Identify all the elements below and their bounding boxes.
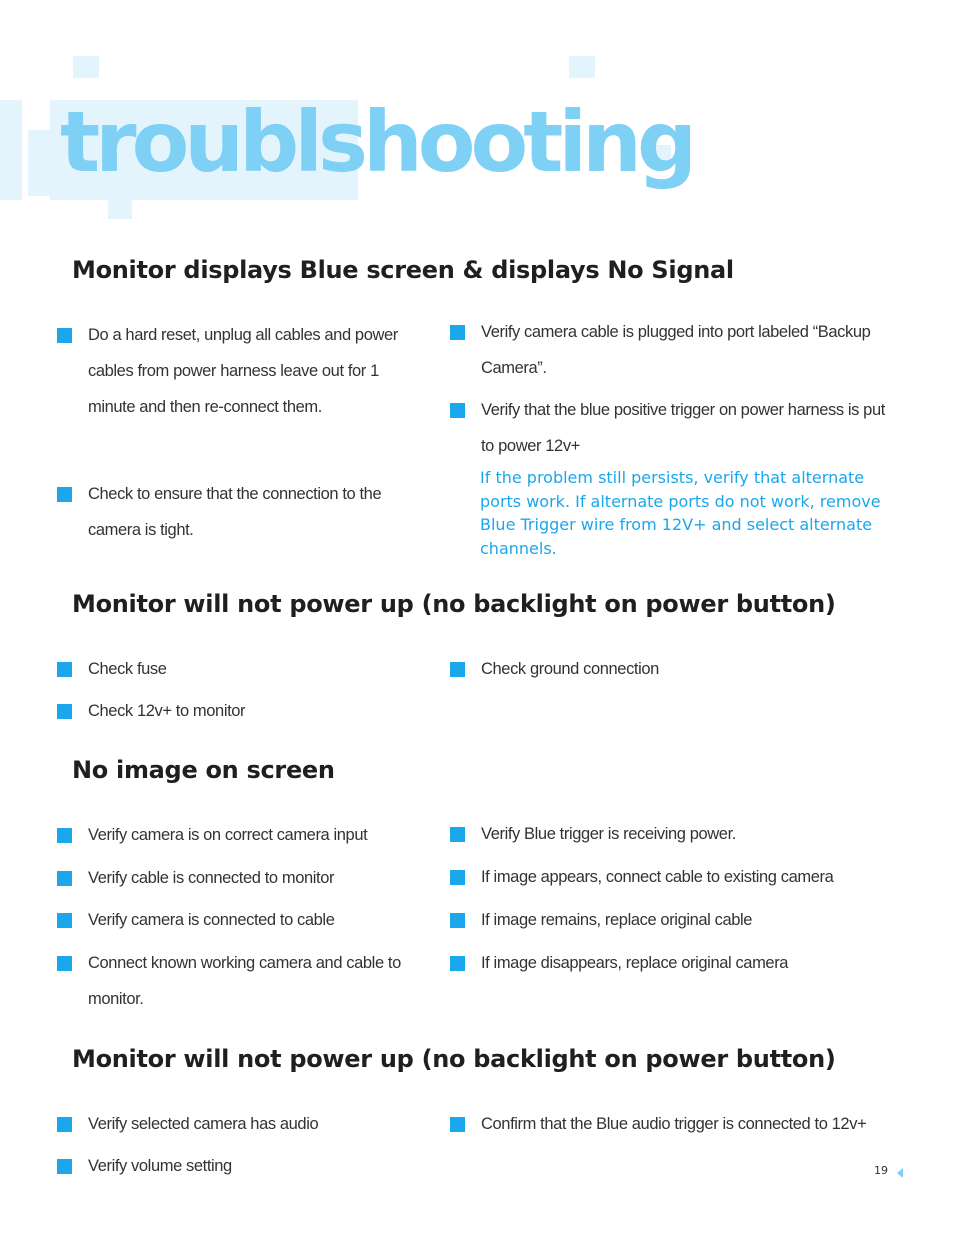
list-item: Confirm that the Blue audio trigger is connected to 12v+: [481, 1106, 911, 1142]
square-bullet-icon: [57, 1159, 72, 1174]
list-item: Check ground connection: [481, 651, 891, 687]
triangle-left-icon: [897, 1168, 903, 1178]
square-bullet-icon: [57, 1117, 72, 1132]
square-bullet-icon: [57, 828, 72, 843]
square-bullet-icon: [57, 704, 72, 719]
section-heading-no-signal: Monitor displays Blue screen & displays No Signal: [72, 256, 734, 284]
title-decor-block-low: [108, 195, 132, 219]
square-bullet-icon: [57, 956, 72, 971]
list-item: Verify camera is connected to cable: [88, 902, 428, 938]
list-item: Connect known working camera and cable to monitor.: [88, 945, 428, 1017]
list-item: Verify volume setting: [88, 1148, 428, 1184]
square-bullet-icon: [450, 403, 465, 418]
list-item: If image disappears, replace original camera: [481, 945, 901, 981]
section-heading-no-power: Monitor will not power up (no backlight on power button): [72, 590, 836, 618]
square-bullet-icon: [57, 871, 72, 886]
page-title: troublshooting: [60, 93, 693, 191]
square-bullet-icon: [57, 487, 72, 502]
square-bullet-icon: [450, 1117, 465, 1132]
list-item: Do a hard reset, unplug all cables and power cables from power harness leave out for 1 minute and then re-connect them.: [88, 317, 428, 425]
square-bullet-icon: [450, 662, 465, 677]
square-bullet-icon: [450, 913, 465, 928]
square-bullet-icon: [57, 328, 72, 343]
list-item: If image appears, connect cable to existing camera: [481, 859, 901, 895]
list-item: Check to ensure that the connection to the camera is tight.: [88, 476, 428, 548]
square-bullet-icon: [450, 325, 465, 340]
list-item: Check 12v+ to monitor: [88, 693, 428, 729]
list-item: Verify Blue trigger is receiving power.: [481, 816, 901, 852]
persist-note: If the problem still persists, verify that alternate ports work. If alternate ports do not work, remove Blue Trigger wire from 12V+ and select alternate channels.: [480, 468, 881, 558]
section-heading-no-image: No image on screen: [72, 756, 335, 784]
title-decor-block-main: [0, 100, 22, 200]
page-number: 19: [874, 1164, 888, 1177]
list-item: Verify camera cable is plugged into port labeled “Backup Camera”.: [481, 314, 891, 386]
list-item: Verify selected camera has audio: [88, 1106, 428, 1142]
square-bullet-icon: [57, 662, 72, 677]
list-item: If image remains, replace original cable: [481, 902, 901, 938]
list-item: Verify camera is on correct camera input: [88, 817, 428, 853]
square-bullet-icon: [450, 956, 465, 971]
square-bullet-icon: [450, 870, 465, 885]
title-decor-block-tr: [569, 56, 595, 78]
title-decor-block-tl: [73, 56, 99, 78]
section-heading-audio: Monitor will not power up (no backlight on power button): [72, 1045, 836, 1073]
list-item: Check fuse: [88, 651, 428, 687]
list-item: Verify cable is connected to monitor: [88, 860, 428, 896]
square-bullet-icon: [57, 913, 72, 928]
square-bullet-icon: [450, 827, 465, 842]
title-decor-block-left: [28, 130, 58, 196]
list-item: Verify that the blue positive trigger on power harness is put to power 12v+: [481, 392, 891, 464]
